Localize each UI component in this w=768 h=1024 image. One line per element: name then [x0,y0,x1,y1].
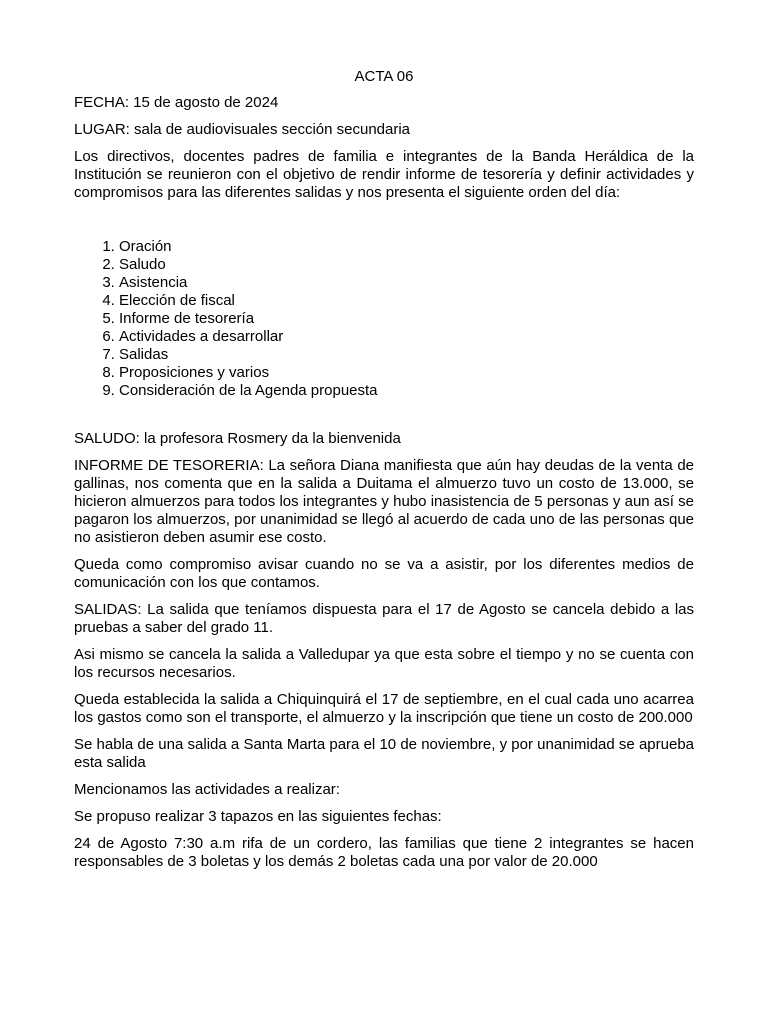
agenda-list [74,238,694,400]
activities-paragraph: Mencionamos las actividades a realizar: [74,781,340,798]
agenda-item: 3. Asistencia [119,274,694,292]
agenda-item: 2. Saludo [119,256,694,274]
agenda-item: 5. Informe de tesorería [119,310,694,328]
agenda-item: 8. Proposiciones y varios [119,364,694,382]
document-title: ACTA 06 [354,68,414,85]
treasury-report-paragraph: INFORME DE TESORERIA: La señora Diana manifiesta que aún hay deudas de la venta de gallinas, nos comenta que en la salida a Duitama el almuerzo tuvo un costo de 13.000, se hicieron almuerzos para todos los integrantes y hubo inasistencia de 5 personas y aun así se pagaron los almuerzos, por unanimidad se llegó al acuerdo de cada uno de las personas que no asistieron deben asumir ese costo. [74,457,694,546]
place-line: LUGAR: sala de audiovisuales sección secundaria [74,121,411,138]
chiquinquira-paragraph: Queda establecida la salida a Chiquinquirá el 17 de septiembre, en el cual cada uno acarrea los gastos como son el transporte, el almuerzo y la inscripción que tiene un costo de 200.000 [74,691,694,726]
agenda-item: 4. Elección de fiscal [119,292,694,310]
raffle-paragraph: 24 de Agosto 7:30 a.m rifa de un cordero, las familias que tiene 2 integrantes se hacen responsables de 3 boletas y los demás 2 boletas cada una por valor de 20.000 [74,835,694,870]
agenda-item: 7. Salidas [119,346,694,364]
agenda-item: 1. Oración [119,238,694,256]
commitment-paragraph: Queda como compromiso avisar cuando no se va a asistir, por los diferentes medios de comunicación con los que contamos. [74,556,694,591]
agenda-item: 9. Consideración de la Agenda propuesta [119,382,694,400]
valledupar-paragraph: Asi mismo se cancela la salida a Valledupar ya que esta sobre el tiempo y no se cuenta con los recursos necesarios. [74,646,694,681]
date-line: FECHA: 15 de agosto de 2024 [74,94,279,111]
intro-paragraph: Los directivos, docentes padres de familia e integrantes de la Banda Heráldica de la Institución se reunieron con el objetivo de rendir informe de tesorería y definir actividades y compromisos para las diferentes salidas y nos presenta el siguiente orden del día: [74,148,694,201]
trips-paragraph: SALIDAS: La salida que teníamos dispuesta para el 17 de Agosto se cancela debido a las pruebas a saber del grado 11. [74,601,694,636]
tapazos-paragraph: Se propuso realizar 3 tapazos en las siguientes fechas: [74,808,442,825]
santa-marta-paragraph: Se habla de una salida a Santa Marta para el 10 de noviembre, y por unanimidad se aprueba esta salida [74,736,694,771]
greeting-paragraph: SALUDO: la profesora Rosmery da la bienvenida [74,430,401,447]
agenda-item: 6. Actividades a desarrollar [119,328,694,346]
